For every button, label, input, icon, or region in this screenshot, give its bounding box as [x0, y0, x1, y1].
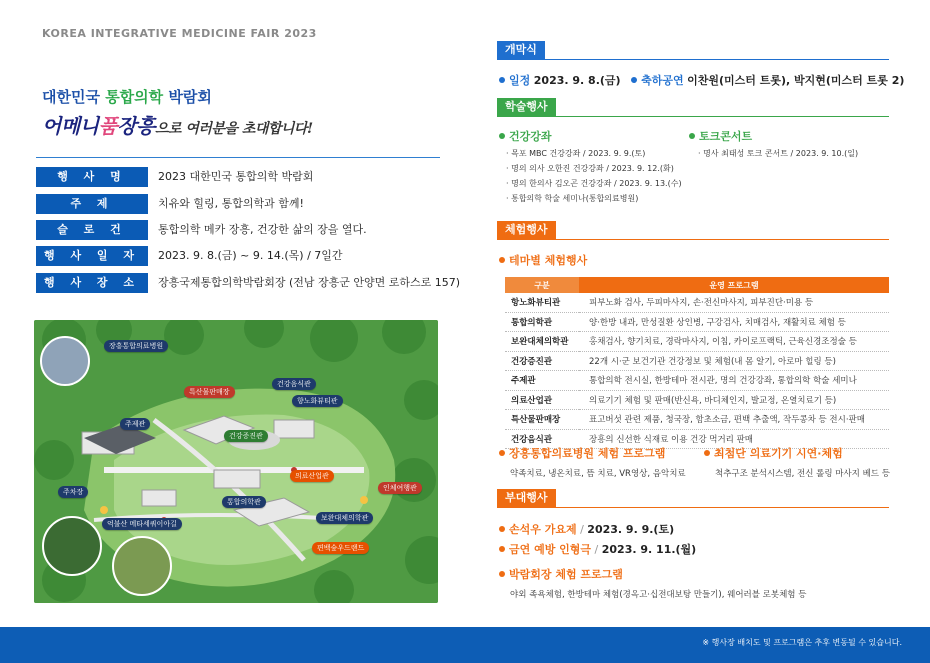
device-demo-items: 척추구조 분석시스템, 전신 롤링 마사지 베드 등 [715, 469, 890, 479]
map-label-parking: 주차장 [58, 486, 88, 498]
info-row-event-name [36, 167, 440, 188]
theme-experience-heading [499, 252, 587, 268]
section-experience-title: 체험행사 [497, 221, 556, 239]
bullet-dot-icon [499, 257, 505, 263]
title-suffix: 박람회 [163, 88, 212, 106]
info-value: 2023. 9. 8.(금) ~ 9. 14.(목) / 7일간 [158, 249, 343, 262]
table-row [505, 371, 889, 391]
table-cell-program: 양·한방 내과, 만성질환 상인병, 구강검사, 치매검사, 재활치료 체험 등 [579, 312, 889, 332]
lecture-name: 통합의학 학술 세미나(통합의료병원) [511, 194, 639, 203]
table-cell-program: 피부노화 검사, 두피마사지, 손·전신마사지, 피부진단·미용 등 [579, 293, 889, 312]
hospital-program-label: 장흥통합의료병원 체험 프로그램 [509, 447, 666, 460]
health-lecture-label: 건강강좌 [509, 130, 552, 143]
info-value: 2023 대한민국 통합의학 박람회 [158, 170, 314, 183]
table-cell-program: 통합의학 전시실, 한방테마 전시관, 명의 건강강좌, 통합의학 학술 세미나 [579, 371, 889, 391]
program-table [505, 277, 889, 449]
table-cell-hall: 건강증진관 [505, 351, 579, 371]
side-event-3 [499, 566, 623, 582]
talk-date: 2023. 9. 10.(일) [795, 149, 859, 158]
opening-info [499, 72, 904, 88]
talk-name: 명사 최태성 토크 콘서트 [703, 149, 789, 158]
fair-name-english: KOREA INTEGRATIVE MEDICINE FAIR 2023 [42, 27, 317, 40]
bullet-dot-icon [704, 450, 710, 456]
side-event-2: 금연 예방 인형극 / 2023. 9. 11.(월) [499, 541, 696, 557]
lecture-name: 목포 MBC 건강강좌 [511, 149, 581, 158]
side-event-date: 2023. 9. 9.(토) [587, 523, 675, 536]
info-value: 치유와 힐링, 통합의학과 함께! [158, 197, 304, 210]
table-cell-hall: 건강음식관 [505, 429, 579, 449]
slogan-part-1: 어메니 [42, 114, 99, 138]
table-cell-program: 의료기기 체험 및 판매(반신욕, 바디체인지, 발교정, 온열치료기 등) [579, 390, 889, 410]
side-event-label: 금연 예방 인형극 [509, 543, 592, 556]
hospital-photo [40, 336, 90, 386]
lecture-date: 2023. 9. 13.(수) [619, 179, 682, 188]
side-event-label: 박람회장 체험 프로그램 [509, 568, 623, 581]
list-item: · 통합의학 학술 세미나(통합의료병원) [506, 194, 639, 203]
lecture-date: 2023. 9. 12.(화) [611, 164, 674, 173]
table-cell-program: 22개 시·군 보건기관 건강정보 및 체험(내 몸 알기, 아로마 힐링 등) [579, 351, 889, 371]
info-label: 행 사 명 [36, 167, 148, 187]
health-lecture-heading [499, 128, 552, 144]
slogan [42, 110, 313, 139]
table-row [505, 293, 889, 312]
map-label-medical-industry: 의료산업관 [290, 470, 334, 482]
list-item: · 목포 MBC 건강강좌 / 2023. 9. 9.(토) [506, 149, 646, 158]
map-label-metasequoia-road: 억불산 메타세쿼이아길 [102, 518, 182, 530]
divider-line [36, 157, 440, 158]
theme-experience-label: 테마별 체험행사 [509, 254, 588, 267]
hospital-program-heading [499, 445, 665, 461]
talk-concert-label: 토크콘서트 [699, 130, 753, 143]
bullet-dot-icon [689, 133, 695, 139]
table-cell-hall: 통합의학관 [505, 312, 579, 332]
table-cell-program: 표고버섯 관련 제품, 청국장, 함초소금, 편백 추출액, 작두콩차 등 전시·판매 [579, 410, 889, 430]
info-value: 통합의학 메카 장흥, 건강한 삶의 장을 열다. [158, 223, 367, 236]
bullet-dot-icon [499, 450, 505, 456]
lecture-name: 명의 한의사 김오곤 건강강좌 [511, 179, 612, 188]
device-demo-heading [704, 445, 843, 461]
bullet-dot-icon [499, 77, 505, 83]
map-label-integrative-hall: 통합의학관 [222, 496, 266, 508]
talk-concert-heading [689, 128, 752, 144]
info-value: 장흥국제통합의학박람회장 (전남 장흥군 안양면 로하스로 157) [158, 276, 461, 289]
map-label-health-promotion: 건강증진관 [224, 430, 268, 442]
table-cell-hall: 주제관 [505, 371, 579, 391]
info-label: 주 제 [36, 194, 148, 214]
table-row [505, 332, 889, 352]
bullet-dot-icon [499, 546, 505, 552]
bullet-dot-icon [499, 133, 505, 139]
footer-note: ※ 행사장 배치도 및 프로그램은 추후 변동될 수 있습니다. [702, 638, 902, 647]
map-label-hospital: 장흥통합의료병원 [104, 340, 168, 352]
table-row [505, 351, 889, 371]
table-cell-hall: 보완대체의학관 [505, 332, 579, 352]
performance-value: 이찬원(미스터 트롯), 박지현(미스터 트롯 2) [687, 74, 905, 87]
table-cell-program: 장흥의 신선한 식재료 이용 건강 먹거리 판매 [579, 429, 889, 449]
map-label-health-food: 건강음식관 [272, 378, 316, 390]
footer-bar [0, 627, 930, 663]
performance-label: 축하공연 [641, 74, 684, 87]
title-accent: 통합의학 [105, 88, 164, 106]
side-event-date: 2023. 9. 11.(월) [601, 543, 697, 556]
title-prefix: 대한민국 [42, 88, 106, 106]
section-side-events [497, 489, 889, 507]
section-side-events-title: 부대행사 [497, 489, 556, 507]
map-label-human-body: 인체여행관 [378, 482, 422, 494]
side-event-label: 손석우 가요제 [509, 523, 577, 536]
forest-road-photo [42, 516, 102, 576]
section-academic-title: 학술행사 [497, 98, 556, 116]
section-academic [497, 98, 889, 116]
map-label-woodland: 편백숲우드랜드 [312, 542, 369, 554]
table-row [505, 410, 889, 430]
table-cell-program: 홍채검사, 향기치료, 경락마사지, 이침, 카이로프랙틱, 근육신경조정술 등 [579, 332, 889, 352]
section-experience [497, 221, 889, 239]
map-label-theme-hall: 주제관 [120, 418, 150, 430]
table-header-cell: 구분 [505, 277, 579, 293]
table-header-row [505, 277, 889, 293]
info-row-dates [36, 246, 440, 267]
map-label-specialty-store: 특산물판매장 [184, 386, 235, 398]
slogan-rest: 으로 여러분을 초대합니다! [154, 121, 313, 137]
info-label: 슬 로 건 [36, 220, 148, 240]
lecture-date: 2023. 9. 9.(토) [588, 149, 646, 158]
woodland-photo [112, 536, 172, 596]
venue-map [34, 320, 438, 603]
table-row [505, 390, 889, 410]
table-row [505, 312, 889, 332]
bullet-dot-icon [499, 526, 505, 532]
list-item: · 명의 한의사 김오곤 건강강좌 / 2023. 9. 13.(수) [506, 179, 682, 188]
info-row-venue [36, 273, 461, 294]
table-cell-hall: 의료산업관 [505, 390, 579, 410]
map-label-anti-aging: 향노화뷰티관 [292, 395, 343, 407]
side-event-3-items: 야외 족욕체험, 한방테마 체험(경옥고·십전대보탕 만들기), 웨어러블 로봇체험 등 [510, 590, 807, 600]
table-cell-hall: 항노화뷰티관 [505, 293, 579, 312]
table-cell-hall: 특산물판매장 [505, 410, 579, 430]
device-demo-label: 최첨단 의료기기 시연·체험 [714, 447, 843, 460]
bullet-dot-icon [631, 77, 637, 83]
talk-concert-item: · 명사 최태성 토크 콘서트 / 2023. 9. 10.(일) [698, 149, 859, 158]
lecture-name: 명의 의사 오한진 건강강좌 [511, 164, 604, 173]
side-event-1: 손석우 가요제 / 2023. 9. 9.(토) [499, 521, 674, 537]
info-row-theme [36, 194, 440, 215]
hospital-program-items: 약족치료, 냉온치료, 뜸 치료, VR영상, 음악치료 [510, 469, 686, 479]
info-row-slogan [36, 220, 440, 241]
schedule-label: 일정 [509, 74, 531, 87]
table-header-cell: 운영 프로그램 [579, 277, 889, 293]
section-opening-title: 개막식 [497, 41, 545, 59]
health-lecture-list [506, 148, 682, 208]
map-label-alternative-medicine: 보완대체의학관 [316, 512, 373, 524]
main-title [42, 86, 212, 107]
slogan-part-2: 장흥 [117, 114, 155, 138]
section-opening [497, 41, 889, 59]
slogan-part-red: 품 [98, 114, 118, 138]
info-label: 행 사 일 자 [36, 246, 148, 266]
bullet-dot-icon [499, 571, 505, 577]
list-item: · 명의 의사 오한진 건강강좌 / 2023. 9. 12.(화) [506, 164, 674, 173]
info-label: 행 사 장 소 [36, 273, 148, 293]
schedule-value: 2023. 9. 8.(금) [533, 74, 621, 87]
